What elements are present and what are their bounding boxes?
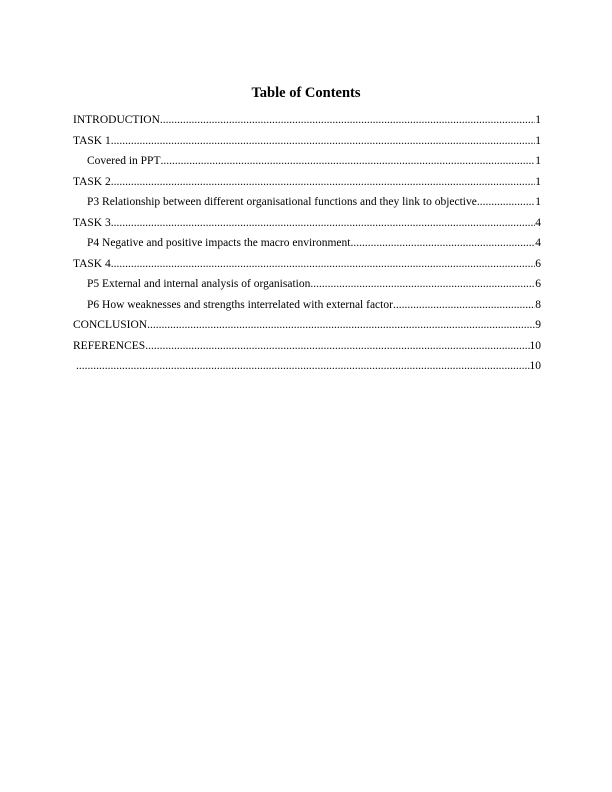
toc-dot-leader xyxy=(111,175,536,189)
toc-page-number: 1 xyxy=(535,175,541,188)
toc-dot-leader xyxy=(160,154,535,168)
toc-dot-leader xyxy=(350,236,535,250)
toc-entry-p5[interactable] xyxy=(73,277,541,298)
toc-entry-label: TASK 1 xyxy=(73,134,111,147)
toc-entry-label: P3 Relationship between different organisational functions and they link to objective xyxy=(87,196,477,208)
toc-entry-task-4[interactable] xyxy=(73,257,541,278)
toc-dot-leader xyxy=(111,257,536,271)
toc-page-number: 4 xyxy=(535,216,541,229)
toc-page-number: 1 xyxy=(535,196,541,208)
toc-entry-label: P4 Negative and positive impacts the macro environment xyxy=(87,237,351,249)
toc-page-number: 1 xyxy=(535,114,541,126)
toc-entry-covered-in-ppt[interactable] xyxy=(73,154,541,175)
toc-entry-label: TASK 3 xyxy=(73,216,111,229)
toc-page-number: 6 xyxy=(535,278,541,290)
toc-entry-label: Covered in PPT xyxy=(87,155,161,167)
toc-page-number: 6 xyxy=(535,257,541,270)
toc-entry-label: INTRODUCTION xyxy=(73,114,160,126)
toc-entry-label: P6 How weaknesses and strengths interrelated with external factor xyxy=(87,298,393,311)
toc-dot-leader xyxy=(393,298,535,312)
toc-entry-task-3[interactable] xyxy=(73,216,541,237)
toc-page-number: 1 xyxy=(535,155,541,167)
toc-entry-p4[interactable] xyxy=(73,236,541,257)
toc-entry-p6[interactable] xyxy=(73,298,541,319)
toc-list xyxy=(73,113,541,380)
toc-entry-conclusion[interactable] xyxy=(73,318,541,339)
toc-entry-label: TASK 4 xyxy=(73,257,111,270)
toc-dot-leader xyxy=(111,216,536,230)
toc-dot-leader xyxy=(76,359,530,373)
toc-page-number: 10 xyxy=(529,339,541,352)
toc-dot-leader xyxy=(145,339,529,353)
toc-dot-leader xyxy=(147,318,535,332)
toc-entry-label: CONCLUSION xyxy=(73,319,148,331)
toc-entry-label: REFERENCES xyxy=(73,339,146,352)
toc-entry-untitled[interactable] xyxy=(73,359,541,380)
toc-entry-label: P5 External and internal analysis of organisation xyxy=(87,278,311,290)
toc-entry-task-2[interactable] xyxy=(73,175,541,196)
toc-entry-task-1[interactable] xyxy=(73,134,541,155)
toc-page-number: 8 xyxy=(535,298,541,311)
toc-entry-references[interactable] xyxy=(73,339,541,360)
toc-page-number: 4 xyxy=(535,237,541,249)
toc-entry-label: TASK 2 xyxy=(73,175,111,188)
toc-entry-p3[interactable] xyxy=(73,195,541,216)
toc-dot-leader xyxy=(111,134,536,148)
toc-entry-introduction[interactable] xyxy=(73,113,541,134)
toc-dot-leader xyxy=(477,195,535,209)
toc-dot-leader xyxy=(310,277,535,291)
toc-page-number: 1 xyxy=(535,134,541,147)
toc-title: Table of Contents xyxy=(251,85,361,101)
toc-dot-leader xyxy=(160,113,535,127)
toc-page-number: 10 xyxy=(529,360,541,372)
toc-page-number: 9 xyxy=(535,319,541,331)
